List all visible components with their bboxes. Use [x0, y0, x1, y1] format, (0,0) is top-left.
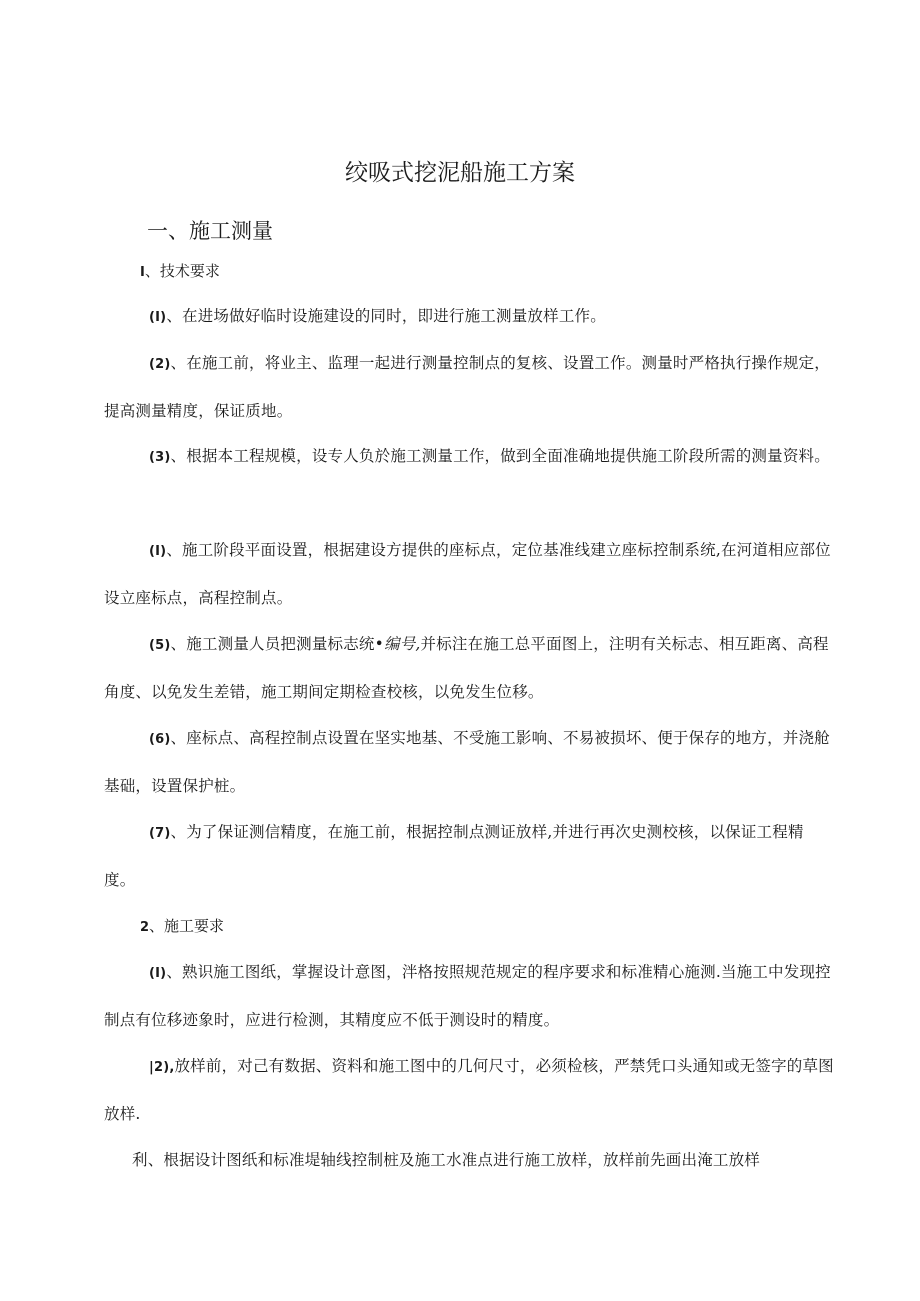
item-number: (I)	[149, 544, 167, 559]
item-text: 、在进场做好临时设施建设的同时，即进行施工测量放样工作。	[166, 307, 606, 325]
item-number: (5)	[149, 638, 171, 653]
item-number: (7)	[149, 826, 171, 841]
paragraph-requirement-2	[104, 1043, 834, 1137]
paragraph-item-2	[104, 340, 834, 434]
item-text: 、在施工前，将业主、监理一起进行测量控制点的复核、设置工作。测量时严格执行操作规定，提高测量精度，保证质地。	[104, 354, 830, 420]
subsection-label: 、技术要求	[144, 262, 220, 280]
item-text: 利、根据设计图纸和标准堤轴线控制桩及施工水准点进行施工放样，放样前先画出淹工放样	[132, 1151, 761, 1169]
paragraph-item-4	[104, 527, 834, 621]
item-number: (6)	[149, 732, 171, 747]
item-number: |2),	[149, 1060, 175, 1075]
subsection-construction-requirements	[140, 914, 224, 940]
paragraph-requirement-3	[104, 1137, 834, 1183]
subsection-number: 2	[140, 920, 150, 935]
subsection-technical-requirements	[140, 259, 220, 285]
item-text: 、根据本工程规模，设专人负於施工测量工作，做到全面准确地提供施工阶段所需的测量资料。	[170, 447, 830, 465]
paragraph-item-5	[104, 621, 834, 715]
item-number: (3)	[149, 450, 171, 465]
section-heading-construction-survey: 一、施工测量	[147, 219, 273, 243]
subsection-label: 、施工要求	[149, 917, 225, 935]
item-text-b: •编号,	[374, 635, 421, 653]
item-number: (I)	[149, 966, 167, 981]
paragraph-item-7	[104, 809, 834, 903]
item-text: 、施工阶段平面设置，根据建设方提供的座标点，定位基准线建立座标控制系统,在河道相应部位设立座标点，高程控制点。	[104, 541, 831, 607]
item-text: 放样前，对己有数据、资料和施工图中的几何尺寸，必须检核，严禁凭口头通知或无签字的草图放样.	[104, 1057, 834, 1123]
item-text-c: 并标注在施工总平面图上，注明有关标志、相互距离、高程角度、以免发生差错，施工期间定期检查校核，以免发生位移。	[104, 635, 829, 701]
paragraph-item-1	[104, 293, 834, 341]
item-text: 、座标点、高程控制点设置在坚实地基、不受施工影响、不易被损坏、便于保存的地方，并浇舱基础，设置保护桩。	[104, 729, 830, 795]
subsection-number: I	[140, 265, 145, 280]
item-number: (2)	[149, 357, 171, 372]
paragraph-requirement-1	[104, 949, 834, 1043]
item-text: 、熟识施工图纸，掌握设计意图，泮格按照规范规定的程序要求和标准精心施测.当施工中发现控制点有位移迹象时，应进行检测，其精度应不低于测设时的精度。	[104, 963, 831, 1029]
item-number: (I)	[149, 310, 167, 325]
item-text: 、为了保证测信精度，在施工前，根据控制点测证放样,并进行再次史测校核，以保证工程精度。	[104, 823, 804, 889]
paragraph-item-3	[104, 433, 834, 481]
document-title: 绞吸式挖泥船施工方案	[345, 160, 575, 186]
item-text-a: 、施工测量人员把测量标志统	[170, 635, 375, 653]
paragraph-item-6	[104, 715, 834, 809]
